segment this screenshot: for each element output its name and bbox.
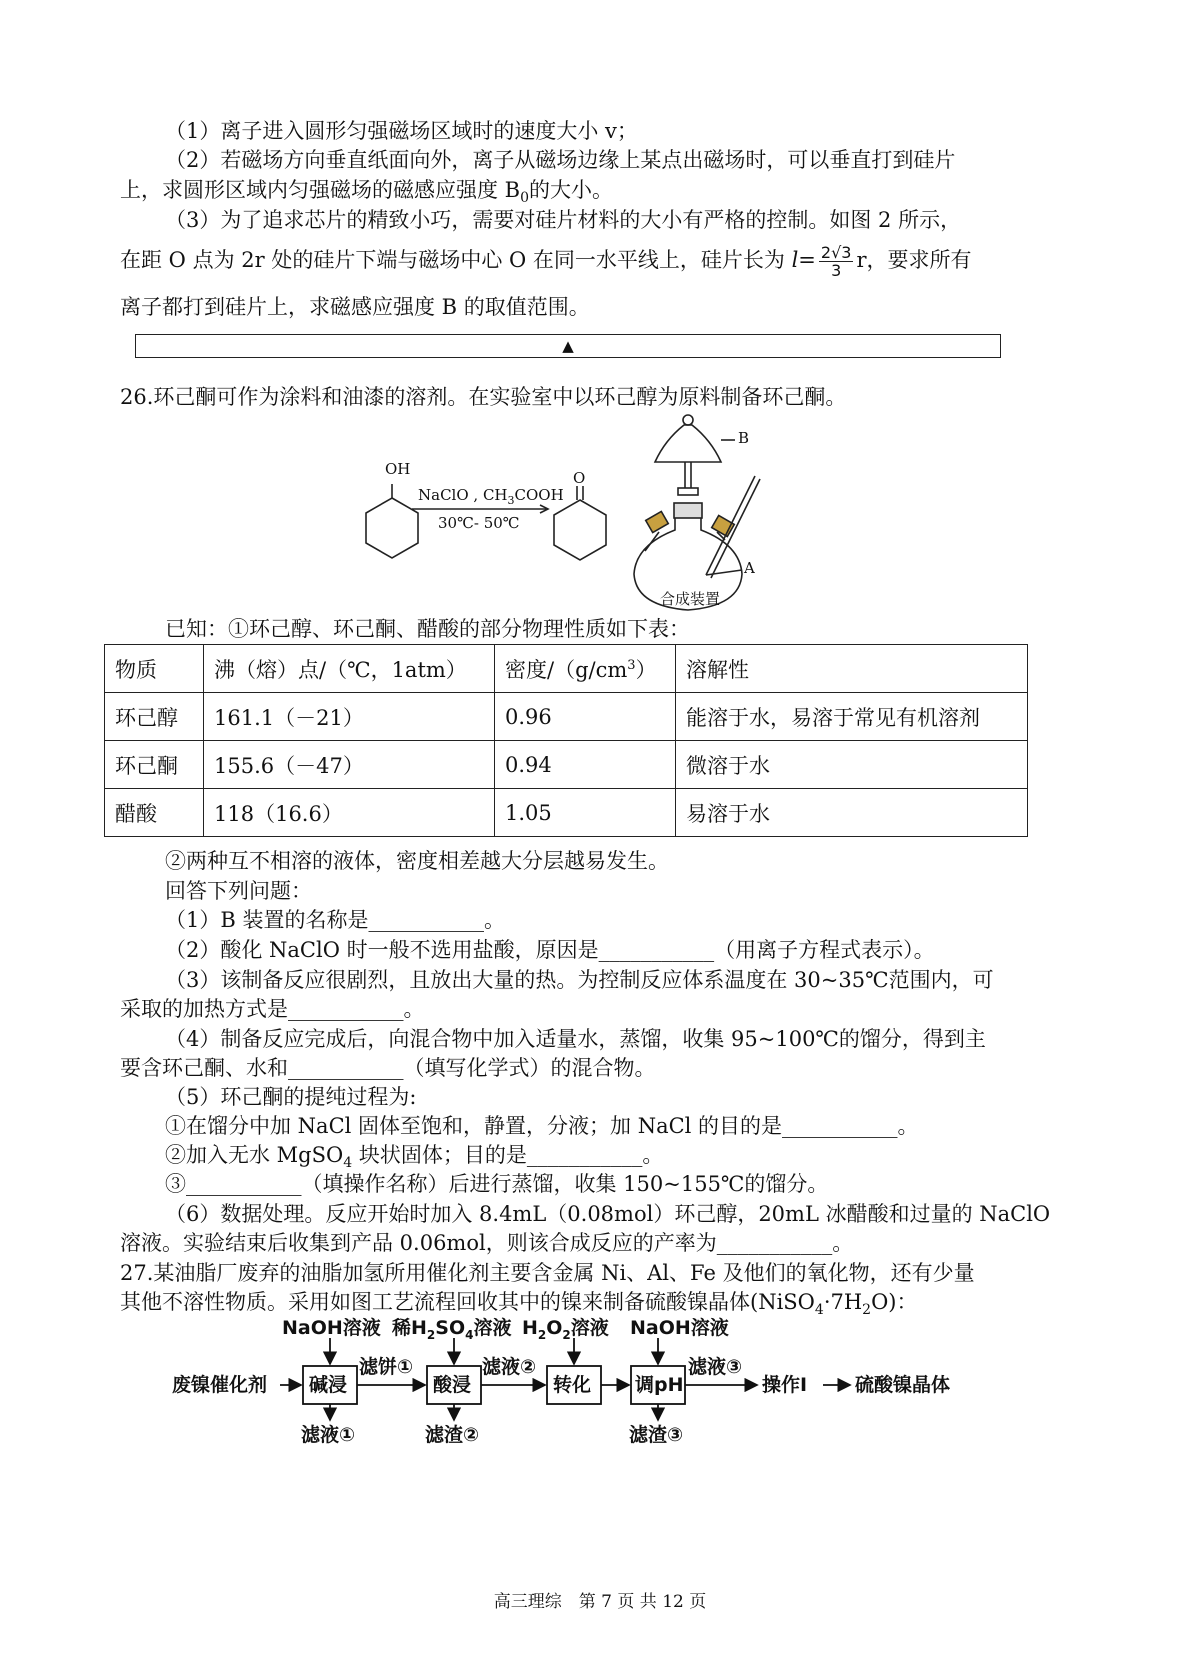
table-header-row	[105, 645, 1028, 693]
table-header: 沸（熔）点/（℃，1atm）	[204, 645, 495, 693]
oh-label: OH	[385, 460, 411, 478]
p27-intro-line2: 其他不溶性物质。采用如图工艺流程回收其中的镍来制备硫酸镍晶体$(NiSO_4\cdot 7H_2O)$：	[120, 1290, 918, 1319]
flow-start: 废镍催化剂	[172, 1374, 268, 1396]
table-header: 溶解性	[676, 645, 1028, 693]
table-header: 密度$/(g/cm^3)$	[495, 645, 676, 693]
flow-op: 操作Ⅰ	[762, 1374, 808, 1396]
p26-q5-2: ②加入无水 MgSO$_4$ 块状固体；目的是___________。	[165, 1143, 664, 1172]
p26-q6-line2: 溶液。实验结束后收集到产品 0.06mol，则该合成反应的产率为___________。	[120, 1231, 854, 1255]
p26-intro: 26.环己酮可作为涂料和油漆的溶剂。在实验室中以环己醇为原料制备环己酮。	[120, 385, 847, 409]
p26-q4-line1: （4）制备反应完成后，向混合物中加入适量水，蒸馏，收集 95~100℃的馏分，得到主	[165, 1027, 986, 1051]
apparatus-caption: 合成装置	[660, 590, 721, 608]
table-cell: 118（16.6）	[204, 789, 495, 837]
table-cell: 易溶于水	[676, 789, 1028, 837]
flow-out2: 滤渣②	[425, 1424, 480, 1446]
flow-out1: 滤液①	[301, 1424, 356, 1446]
known-2: ②两种互不相溶的液体，密度相差越大分层越易发生。	[165, 849, 669, 873]
triangle-icon: ▲	[562, 337, 574, 355]
flow-mid3: 滤液③	[688, 1356, 743, 1378]
table-cell: 能溶于水，易溶于常见有机溶剂	[676, 693, 1028, 741]
table-cell: 155.6（－47）	[204, 741, 495, 789]
flow-mid1: 滤饼①	[359, 1356, 414, 1378]
page-footer: 高三理综 第 7 页 共 12 页	[493, 1592, 707, 1612]
p26-q3-line1: （3）该制备反应很剧烈，且放出大量的热。为控制反应体系温度在 30~35℃范围内，可	[165, 968, 994, 992]
p26-q1: （1）B 装置的名称是___________。	[165, 908, 505, 932]
p25-q3-line3: 离子都打到硅片上，求磁感应强度 B 的取值范围。	[120, 295, 590, 319]
cyclohexanol-ring	[366, 498, 418, 558]
table-header: 物质	[105, 645, 204, 693]
p26-q4-line2: 要含环己酮、水和___________（填写化学式）的混合物。	[120, 1056, 656, 1080]
table-row	[105, 693, 1028, 741]
table-cell: 环己酮	[105, 741, 204, 789]
funnel-body	[655, 425, 721, 462]
p25-q3-line1: （3）为了追求芯片的精致小巧，需要对硅片材料的大小有严格的控制。如图 2 所示，	[165, 208, 962, 232]
fraction: $\frac{2√3}{3}$	[820, 243, 852, 280]
table-cell: 0.96	[495, 693, 676, 741]
p25-q1: （1）离子进入圆形匀强磁场区域时的速度大小 v；	[165, 119, 638, 143]
p26-q5-1: ①在馏分中加 NaCl 固体至饱和，静置，分液；加 NaCl 的目的是___________。	[165, 1114, 919, 1138]
table-cell: 1.05	[495, 789, 676, 837]
label-a: A	[744, 559, 755, 577]
p26-q5-3: ③___________（填操作名称）后进行蒸馏，收集 150~155℃的馏分。	[165, 1172, 829, 1196]
label-b: B	[738, 429, 750, 447]
reagent-naoh-2: NaOH溶液	[630, 1317, 729, 1339]
known-1: 已知：①环己醇、环己酮、醋酸的部分物理性质如下表：	[165, 617, 690, 641]
conditions-label: 30℃- 50℃	[438, 514, 520, 532]
o-label: O	[573, 469, 586, 487]
p25-q2-line1: （2）若磁场方向垂直纸面向外，离子从磁场边缘上某点出磁场时，可以垂直打到硅片	[165, 148, 956, 172]
table-row	[105, 789, 1028, 837]
p26-q2: （2）酸化 NaClO 时一般不选用盐酸，原因是___________（用离子方程式表示）。	[165, 938, 935, 962]
p26-q3-line2: 采取的加热方式是___________。	[120, 997, 425, 1021]
table-cell: 161.1（－21）	[204, 693, 495, 741]
flow-box2-label: 酸浸	[433, 1374, 472, 1396]
table-cell: 0.94	[495, 741, 676, 789]
flow-box1-label: 碱浸	[309, 1374, 348, 1396]
properties-table	[104, 644, 1028, 837]
table-row	[105, 741, 1028, 789]
flow-box4-label: 调pH	[635, 1374, 684, 1396]
answer-box	[135, 334, 1001, 358]
p26-q6-line1: （6）数据处理。反应开始时加入 8.4mL（0.08mol）环己醇，20mL 冰醋酸和过量的 NaClO	[165, 1202, 1051, 1226]
p25-q2-line2: 上，求圆形区域内匀强磁场的磁感应强度 $B_0$的大小。	[120, 178, 614, 207]
reagent-h2so4: 稀$H_2SO_4$溶液	[392, 1317, 512, 1342]
reagent-h2o2: $H_2O_2$溶液	[522, 1317, 609, 1342]
flow-box3-label: 转化	[553, 1374, 592, 1396]
flow-out3: 滤渣③	[629, 1424, 684, 1446]
p25-q3-line2: 在距 O 点为 2r 处的硅片下端与磁场中心 O 在同一水平线上，硅片长为 l= $\frac{2√3}{3}$ r，要求所有	[120, 243, 972, 280]
reagents-label: NaClO , $CH_3COOH$	[418, 486, 564, 507]
table-cell: 醋酸	[105, 789, 204, 837]
answer-prompt: 回答下列问题：	[165, 879, 312, 903]
table-cell: 微溶于水	[676, 741, 1028, 789]
flow-mid2: 滤液②	[482, 1356, 537, 1378]
p26-q5: （5）环己酮的提纯过程为:	[165, 1085, 417, 1109]
reagent-naoh-1: NaOH溶液	[282, 1317, 381, 1339]
flow-end: 硫酸镍晶体	[855, 1374, 951, 1396]
table-cell: 环己醇	[105, 693, 204, 741]
p27-intro-line1: 27.某油脂厂废弃的油脂加氢所用催化剂主要含金属 Ni、Al、Fe 及他们的氧化物，还有少量	[120, 1261, 975, 1285]
